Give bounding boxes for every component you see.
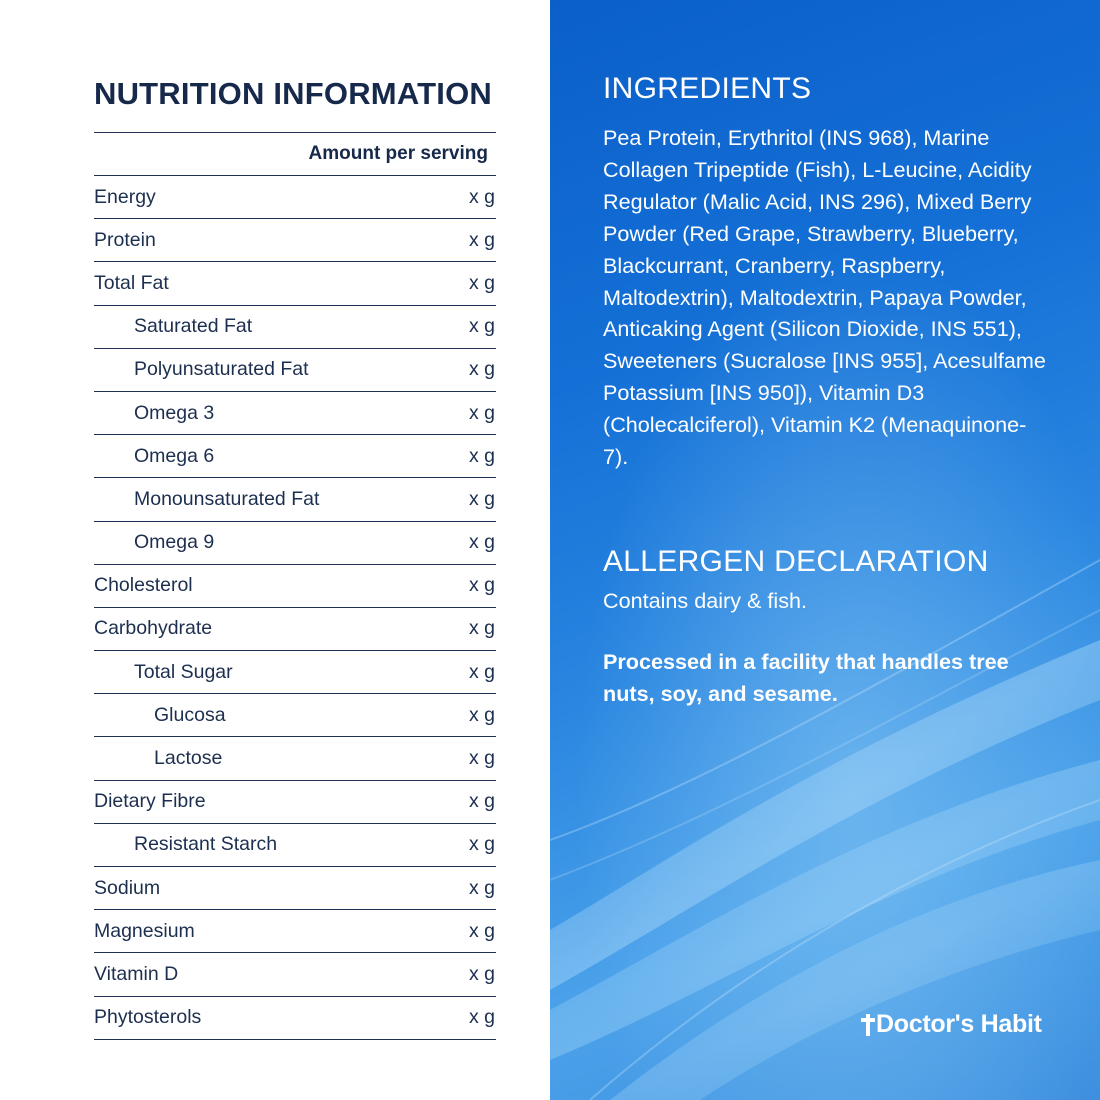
row-value: x g [468,574,495,597]
table-row [94,306,496,349]
table-row [94,219,496,262]
row-value: x g [468,919,495,942]
table-row [94,737,496,780]
table-row [94,781,496,824]
row-value: x g [468,660,495,683]
brand-name: Doctor's Habit [876,1010,1042,1038]
row-label: Lactose [154,747,223,770]
table-row [94,478,496,521]
row-value: x g [468,747,495,770]
table-row [94,997,496,1040]
row-value: x g [468,876,495,899]
table-row [94,176,496,219]
row-label: Magnesium [94,919,195,942]
row-label: Total Sugar [134,660,233,683]
row-label: Vitamin D [94,962,179,985]
row-label: Dietary Fibre [94,790,206,813]
brand-logo [861,1010,1042,1039]
table-row [94,694,496,737]
row-label: Sodium [94,876,161,899]
ingredients-title: INGREDIENTS [603,72,812,105]
ingredients-panel [550,0,1100,1100]
row-label: Polyunsaturated Fat [134,358,309,381]
row-label: Phytosterols [94,1006,202,1029]
table-row [94,824,496,867]
row-label: Omega 9 [134,531,215,554]
row-value: x g [468,833,495,856]
row-value: x g [468,1006,495,1029]
row-value: x g [468,790,495,813]
row-label: Carbohydrate [94,617,213,640]
table-row [94,349,496,392]
row-label: Cholesterol [94,574,193,597]
row-value: x g [468,962,495,985]
nutrition-column-header: Amount per serving [94,133,496,176]
table-row [94,522,496,565]
row-label: Energy [94,185,156,208]
nutrition-title: NUTRITION INFORMATION [94,76,492,111]
row-value: x g [468,617,495,640]
row-label: Resistant Starch [134,833,278,856]
row-value: x g [468,358,495,381]
row-label: Omega 3 [134,401,215,424]
row-label: Total Fat [94,271,169,294]
row-label: Monounsaturated Fat [134,487,320,510]
row-value: x g [468,487,495,510]
nutrition-table [94,132,496,1040]
row-value: x g [468,228,495,251]
allergen-contains-text: Contains dairy & fish. [603,588,808,613]
table-row [94,953,496,996]
table-row [94,392,496,435]
table-row [94,651,496,694]
table-row [94,435,496,478]
row-value: x g [468,271,495,294]
table-row [94,262,496,305]
row-label: Omega 6 [134,444,215,467]
row-value: x g [468,703,495,726]
table-row [94,867,496,910]
row-value: x g [468,531,495,554]
row-value: x g [468,444,495,467]
ingredients-text: Pea Protein, Erythritol (INS 968), Marine Collagen Tripeptide (Fish), L-Leucine, Acidity Regulator (Malic Acid, INS 296), Mixed Berry Powder (Red Grape, Strawberry, Blueberry, Blackcurrant, Cranberry, Raspberry, Maltodextrin), Maltodextrin, Papaya Powder, Anticaking Agent (Silicon Dioxide, INS 551), Sweeteners (Sucralose [INS 955], Acesulfame Potassium [INS 950]), Vitamin D3 (Cholecalciferol), Vitamin K2 (Menaquinone-7). [603,125,1046,470]
allergen-title: ALLERGEN DECLARATION [603,545,989,578]
row-value: x g [468,185,495,208]
allergen-processed-text: Processed in a facility that handles tree nuts, soy, and sesame. [603,649,1009,706]
row-label: Saturated Fat [134,315,253,338]
table-row [94,565,496,608]
row-label: Glucosa [154,703,226,726]
cross-icon [861,1014,875,1036]
table-row [94,910,496,953]
row-value: x g [468,315,495,338]
row-label: Protein [94,228,156,251]
row-value: x g [468,401,495,424]
table-row [94,608,496,651]
